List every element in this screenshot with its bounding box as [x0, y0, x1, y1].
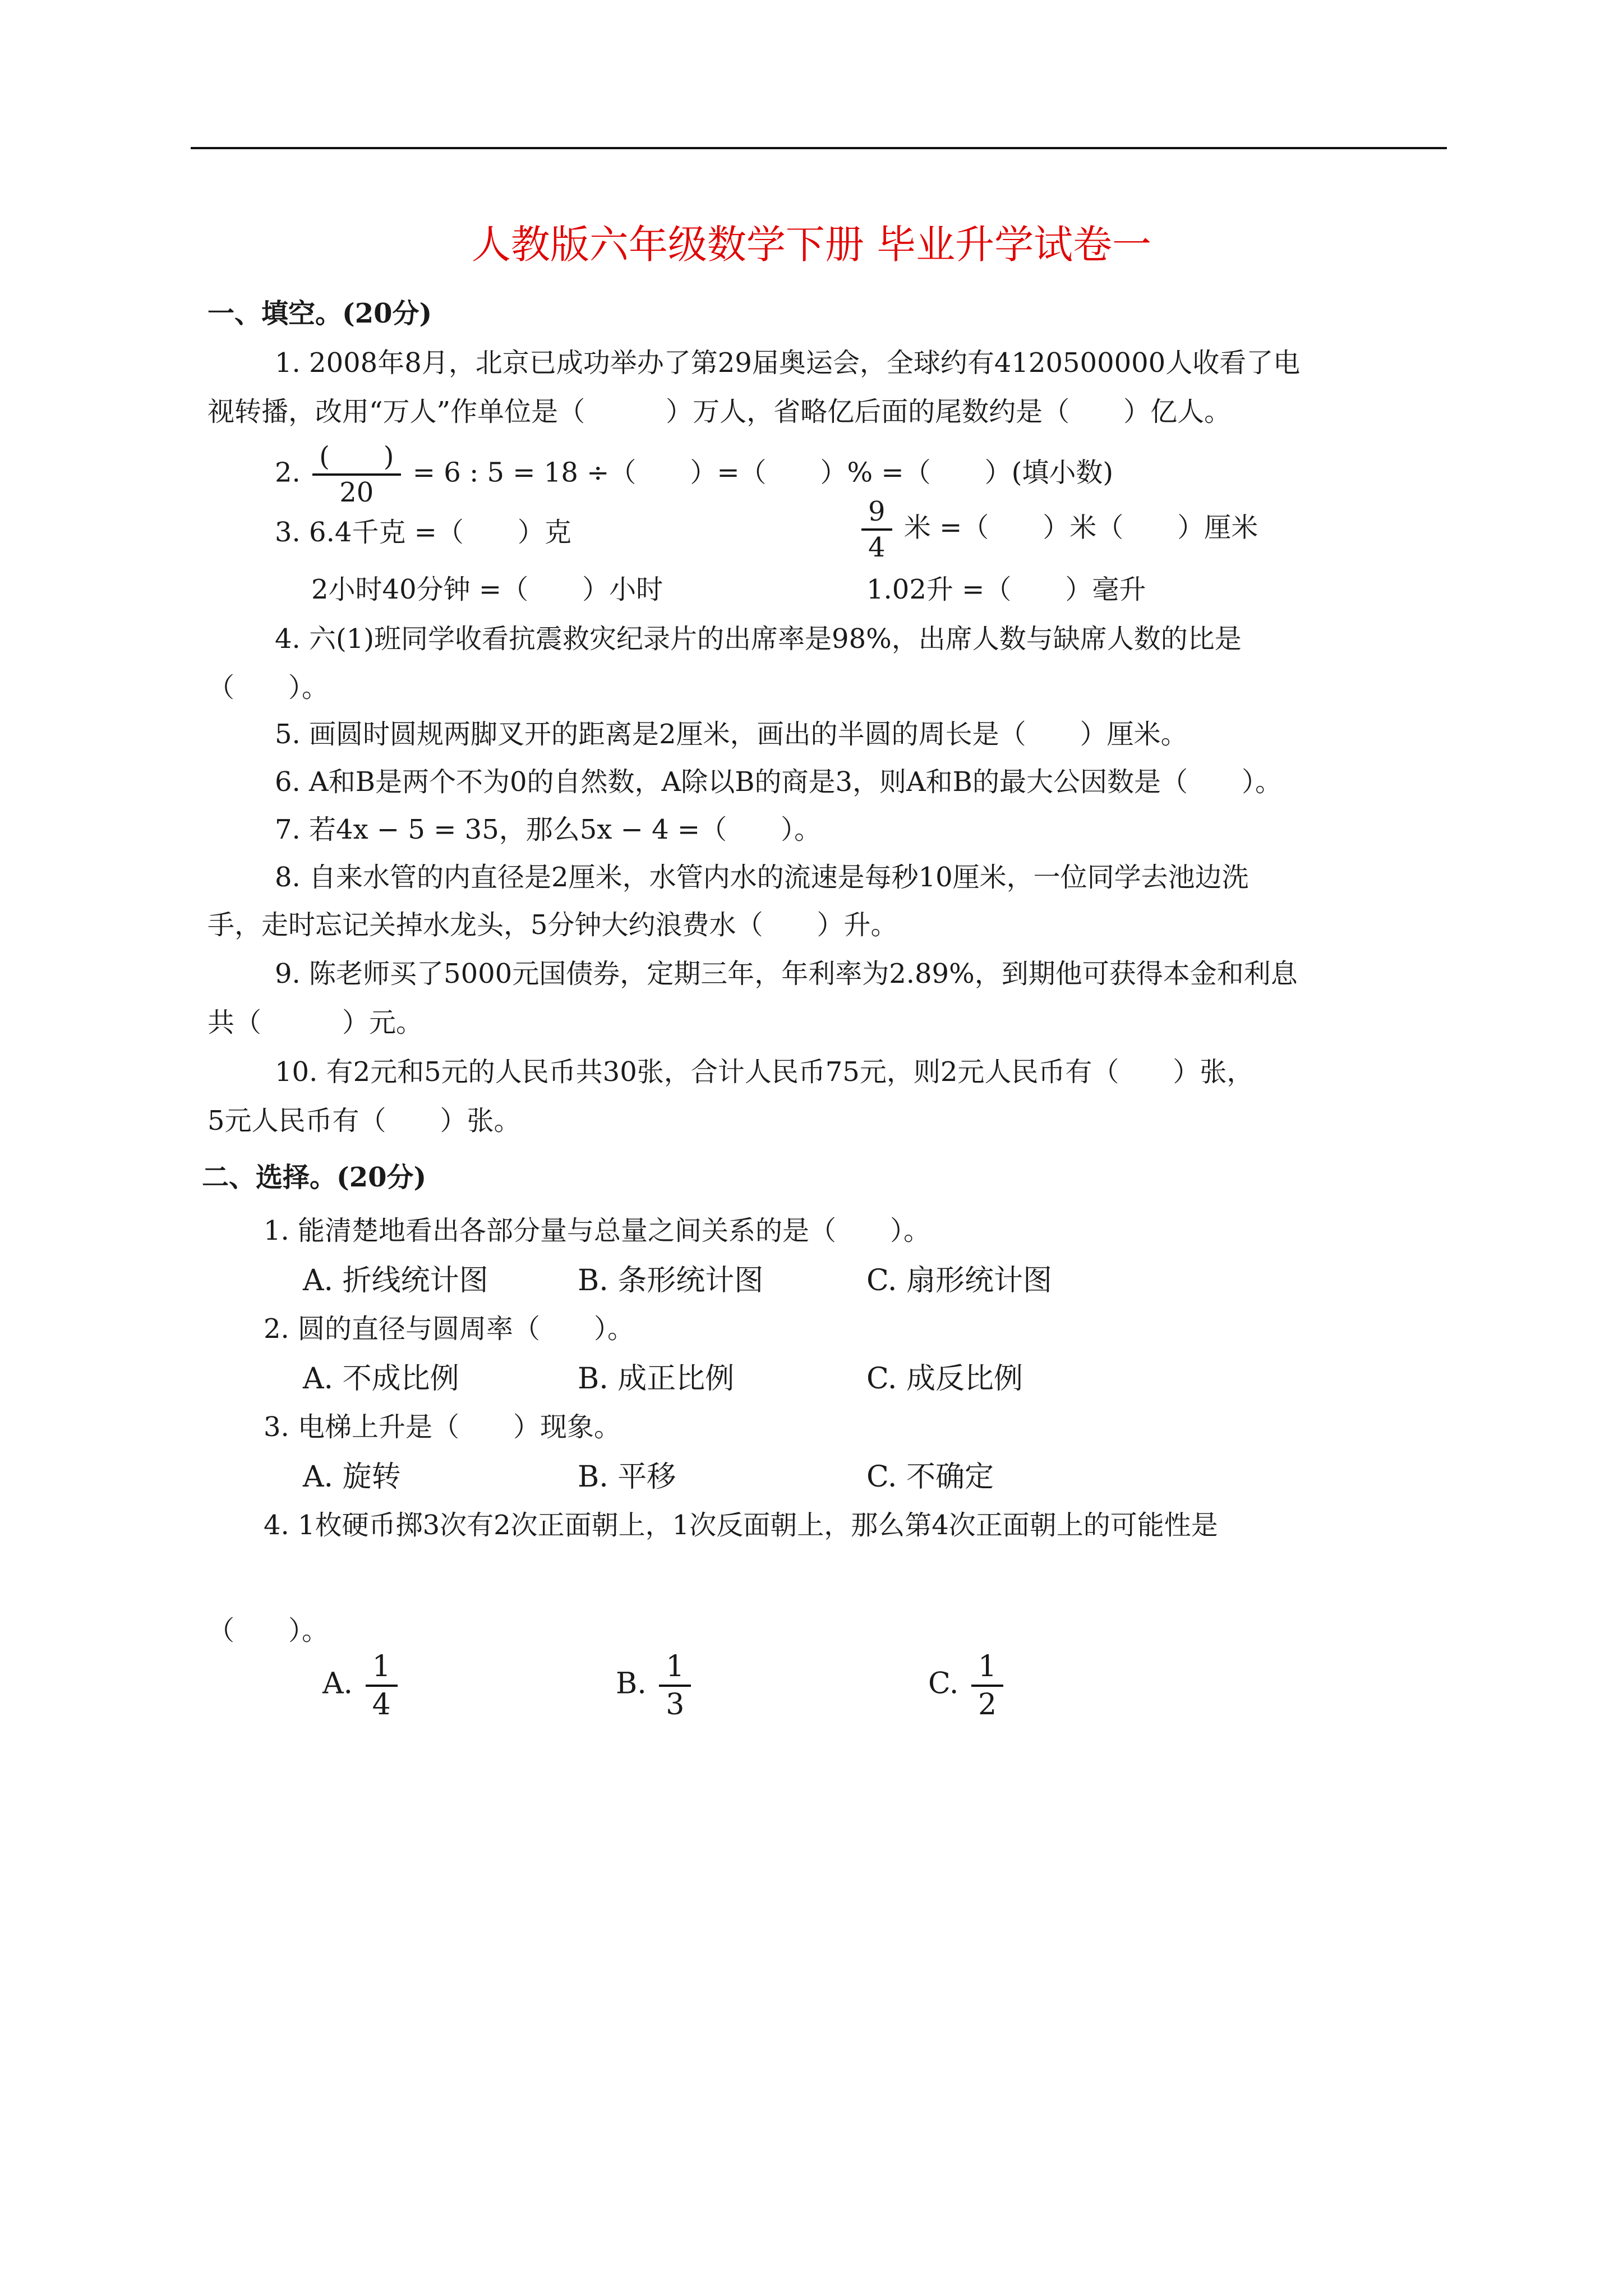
q3-part-b	[858, 498, 1258, 561]
s2-q4-option-c-fraction	[971, 1650, 1003, 1722]
q10-line1: 10. 有2元和5元的人民币共30张，合计人民币75元，则2元人民币有（ ）张，	[275, 1056, 1254, 1088]
q2-rest: = 6 : 5 = 18 ÷（ ）=（ ）% =（ ）(填小数)	[412, 457, 1114, 489]
q6-line: 6. A和B是两个不为0的自然数，A除以B的商是3，则A和B的最大公因数是（ ）。	[275, 766, 1282, 798]
q2-prefix: 2.	[275, 457, 301, 489]
q7-line: 7. 若4x − 5 = 35，那么5x − 4 =（ ）。	[275, 814, 822, 845]
q9-line2: 共（ ）元。	[208, 1007, 423, 1038]
page-title: 人教版六年级数学下册 毕业升学试卷一	[471, 222, 1152, 268]
s2-q1-option-c: C. 扇形统计图	[866, 1264, 1052, 1297]
s2-q2-option-b: B. 成正比例	[578, 1362, 735, 1396]
q8-line1: 8. 自来水管的内直径是2厘米，水管内水的流速是每秒10厘米，一位同学去池边洗	[275, 862, 1249, 893]
s2-q2-option-a: A. 不成比例	[303, 1362, 459, 1396]
s2-q3-line: 3. 电梯上升是（ ）现象。	[264, 1411, 621, 1443]
s2-q4-option-b-label: B.	[616, 1667, 647, 1701]
s2-q3-option-a: A. 旋转	[303, 1460, 401, 1494]
s2-q4-option-c-denominator: 2	[978, 1688, 997, 1722]
section-1-heading: 一、填空。(20分)	[208, 298, 432, 329]
q3-part-d: 1.02升 =（ ）毫升	[866, 574, 1146, 605]
s2-q1-option-b: B. 条形统计图	[578, 1264, 764, 1297]
s2-q4-option-b	[616, 1650, 694, 1722]
q4-line2: （ ）。	[208, 672, 329, 703]
q3-fraction-denominator: 4	[868, 532, 886, 563]
s2-q4-option-b-numerator: 1	[659, 1652, 691, 1687]
q10-line2: 5元人民币有（ ）张。	[208, 1105, 521, 1137]
s2-q4-option-c	[928, 1650, 1007, 1722]
s2-q2-option-c: C. 成反比例	[866, 1362, 1023, 1396]
q9-line1: 9. 陈老师买了5000元国债券，定期三年，年利率为2.89%，到期他可获得本金和利息	[275, 958, 1298, 990]
s2-q2-line: 2. 圆的直径与圆周率（ ）。	[264, 1313, 635, 1345]
s2-q4-option-b-fraction	[659, 1650, 691, 1722]
s2-q4-option-a-fraction	[366, 1650, 398, 1722]
s2-q4-option-a-numerator: 1	[366, 1652, 398, 1687]
s2-q1-line: 1. 能清楚地看出各部分量与总量之间关系的是（ ）。	[264, 1215, 931, 1246]
s2-q1-option-a: A. 折线统计图	[303, 1264, 488, 1297]
q2-fraction	[312, 443, 400, 506]
q5-line: 5. 画圆时圆规两脚叉开的距离是2厘米，画出的半圆的周长是（ ）厘米。	[275, 719, 1188, 750]
s2-q4-option-a-denominator: 4	[372, 1688, 391, 1722]
q1-line2: 视转播，改用“万人”作单位是（ ）万人，省略亿后面的尾数约是（ ）亿人。	[208, 396, 1232, 427]
q1-line1: 1. 2008年8月，北京已成功举办了第29届奥运会，全球约有4120500000人收看了电	[275, 347, 1301, 379]
q3-fraction	[861, 498, 892, 561]
s2-q3-option-b: B. 平移	[578, 1460, 676, 1494]
q3-part-a: 3. 6.4千克 =（ ）克	[275, 517, 571, 548]
q8-line2: 手，走时忘记关掉水龙头，5分钟大约浪费水（ ）升。	[208, 909, 898, 941]
q4-line1: 4. 六(1)班同学收看抗震救灾纪录片的出席率是98%，出席人数与缺席人数的比是	[275, 623, 1242, 655]
s2-q4-option-b-denominator: 3	[666, 1688, 685, 1722]
s2-q4-option-c-label: C.	[928, 1667, 959, 1701]
s2-q4-option-a-label: A.	[322, 1667, 353, 1701]
header-rule	[191, 147, 1447, 149]
s2-q4-line2: （ ）。	[208, 1615, 329, 1646]
q2-fraction-denominator: 20	[339, 477, 374, 508]
s2-q4-option-a	[322, 1650, 401, 1722]
q2-line	[275, 443, 1113, 506]
s2-q4-line1: 4. 1枚硬币掷3次有2次正面朝上，1次反面朝上，那么第4次正面朝上的可能性是	[264, 1510, 1218, 1541]
q3-fraction-numerator: 9	[861, 498, 892, 531]
q3-part-c: 2小时40分钟 =（ ）小时	[311, 574, 663, 605]
section-2-heading: 二、选择。(20分)	[202, 1162, 427, 1193]
s2-q4-option-c-numerator: 1	[971, 1652, 1003, 1687]
s2-q3-option-c: C. 不确定	[866, 1460, 994, 1494]
q3-part-b-rest: 米 =（ ）米（ ）厘米	[903, 512, 1258, 544]
q2-fraction-numerator: ( )	[312, 443, 400, 476]
